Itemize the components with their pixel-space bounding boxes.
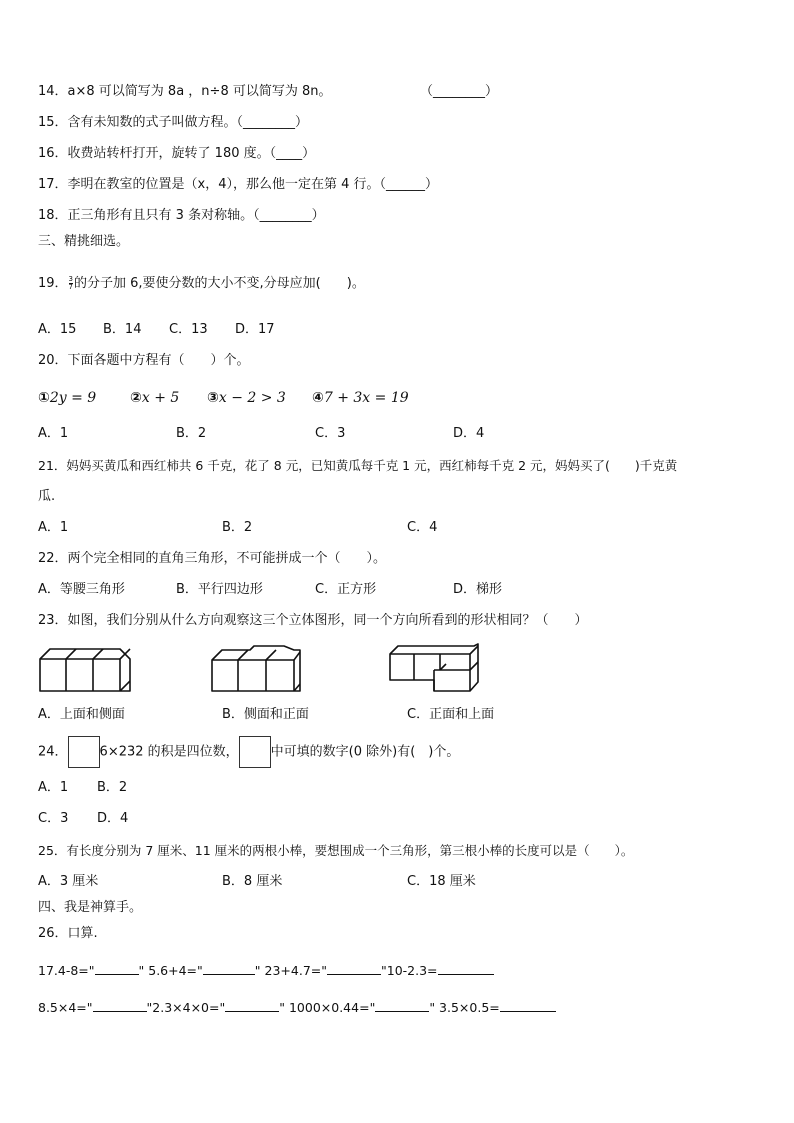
q22-option-c[interactable]: C．正方形 [315,582,377,597]
q24-mid-text: 6×232 的积是四位数， [99,744,239,760]
q24-option-c[interactable]: C．3 [38,811,69,826]
circled-1: ① [38,390,50,406]
q19-option-d[interactable]: D．17 [235,322,275,337]
question-21-line-1: 21．妈妈买黄瓜和西红柿共 6 千克，花了 8 元，已知黄瓜每千克 1 元，西红柿每千克 2 元，妈妈买了( )千克黄 [38,458,678,473]
question-23: 23．如图，我们分别从什么方向观察这三个立体图形，同一个方向所看到的形状相同？（ ） [38,613,588,628]
q21-option-b[interactable]: B．2 [222,520,253,535]
question-25: 25．有长度分别为 7 厘米、11 厘米的两根小棒，要想围成一个三角形，第三根小棒的长度可以是（ ）。 [38,843,634,858]
question-24 [38,736,459,769]
fraction-denominator: 7 [68,283,74,291]
question-19 [38,276,365,292]
q20-option-d[interactable]: D．4 [453,426,485,441]
q24-option-a[interactable]: A．1 [38,780,69,795]
question-20: 20．下面各题中方程有（ ）个。 [38,353,250,368]
q23-option-c[interactable]: C．正面和上面 [407,707,495,722]
expr-2y-eq-9: 2y = 9 [49,390,97,406]
q20-item-3 [207,390,286,406]
question-16: 16．收费站转杆打开，旋转了 180 度。（____） [38,146,316,161]
q25-option-b[interactable]: B．8 厘米 [222,874,283,889]
q20-item-1 [38,390,96,406]
answer-blank[interactable] [327,962,381,975]
q19-number: 19． [38,276,68,291]
q23-option-a[interactable]: A．上面和侧面 [38,707,125,722]
q19-option-b[interactable]: B．14 [103,322,142,337]
fraction-numerator: 3 [68,275,74,283]
circled-3: ③ [207,390,219,406]
expr-7-plus-3x-eq-19: 7 + 3x = 19 [323,390,409,406]
q22-option-b[interactable]: B．平行四边形 [176,582,263,597]
q20-option-b[interactable]: B．2 [176,426,207,441]
q24-digit-box-1[interactable] [68,736,100,768]
answer-blank[interactable] [500,999,556,1012]
question-26: 26．口算. [38,926,98,941]
question-17: 17．李明在教室的位置是（x，4），那么他一定在第 4 行。（______） [38,177,439,192]
q25-option-a[interactable]: A．3 厘米 [38,874,99,889]
q19-option-c[interactable]: C．13 [169,322,208,337]
q21-option-c[interactable]: C．4 [407,520,438,535]
section-4-heading: 四、我是神算手。 [38,900,143,915]
answer-blank[interactable] [438,962,494,975]
calc-1000-times-0-44: " 1000×0.44=" [279,1000,376,1015]
solid-figure-2 [210,644,306,694]
question-14 [38,84,331,100]
calc-17-4-minus-8: 17.4-8=" [38,963,95,978]
answer-blank[interactable] [95,962,139,975]
fraction-3-7 [69,276,73,291]
q24-number: 24． [38,744,68,760]
q20-item-4 [312,390,409,406]
solid-figure-1 [38,646,134,694]
circled-4: ④ [312,390,324,406]
q24-option-d[interactable]: D．4 [97,811,129,826]
q22-option-a[interactable]: A．等腰三角形 [38,582,125,597]
question-15: 15．含有未知数的式子叫做方程。（________） [38,115,309,130]
answer-blank[interactable] [225,999,279,1012]
calc-10-minus-2-3: "10-2.3= [381,963,438,978]
section-3-heading: 三、精挑细选。 [38,234,130,249]
calc-23-plus-4-7: " 23+4.7=" [254,963,328,978]
calc-8-5-times-4: 8.5×4=" [38,1000,93,1015]
question-18: 18．正三角形有且只有 3 条对称轴。（________） [38,208,325,223]
q20-item-2 [130,390,179,406]
q24-digit-box-2[interactable] [239,736,271,768]
question-21-line-2: 瓜. [38,489,56,504]
q22-option-d[interactable]: D．梯形 [453,582,503,597]
q24-tail-text: 中可填的数字(0 除外)有( )个。 [270,744,460,760]
mental-calc-row-2 [38,999,556,1016]
question-22: 22．两个完全相同的直角三角形，不可能拼成一个（ ）。 [38,551,387,566]
answer-blank[interactable] [203,962,255,975]
answer-blank[interactable] [375,999,429,1012]
q19-text: 的分子加 6,要使分数的大小不变,分母应加( )。 [74,276,365,291]
expr-x-plus-5: x + 5 [141,390,180,406]
calc-5-6-plus-4: " 5.6+4=" [138,963,203,978]
q14-answer-blank[interactable]: （________） [420,84,499,99]
calc-3-5-times-0-5: " 3.5×0.5= [429,1000,500,1015]
circled-2: ② [130,390,142,406]
answer-blank[interactable] [93,999,147,1012]
q19-option-a[interactable]: A．15 [38,322,77,337]
mental-calc-row-1 [38,962,494,979]
q14-text: 14．a×8 可以简写为 8a ，n÷8 可以简写为 8n。 [38,84,332,99]
calc-2-3-times-4-times-0: "2.3×4×0=" [146,1000,226,1015]
q24-option-b[interactable]: B．2 [97,780,128,795]
q20-option-c[interactable]: C．3 [315,426,346,441]
expr-x-minus-2-gt-3: x − 2 > 3 [218,390,286,406]
solid-figure-3 [388,642,482,694]
q21-option-a[interactable]: A．1 [38,520,69,535]
q23-option-b[interactable]: B．侧面和正面 [222,707,309,722]
q20-option-a[interactable]: A．1 [38,426,69,441]
q25-option-c[interactable]: C．18 厘米 [407,874,476,889]
